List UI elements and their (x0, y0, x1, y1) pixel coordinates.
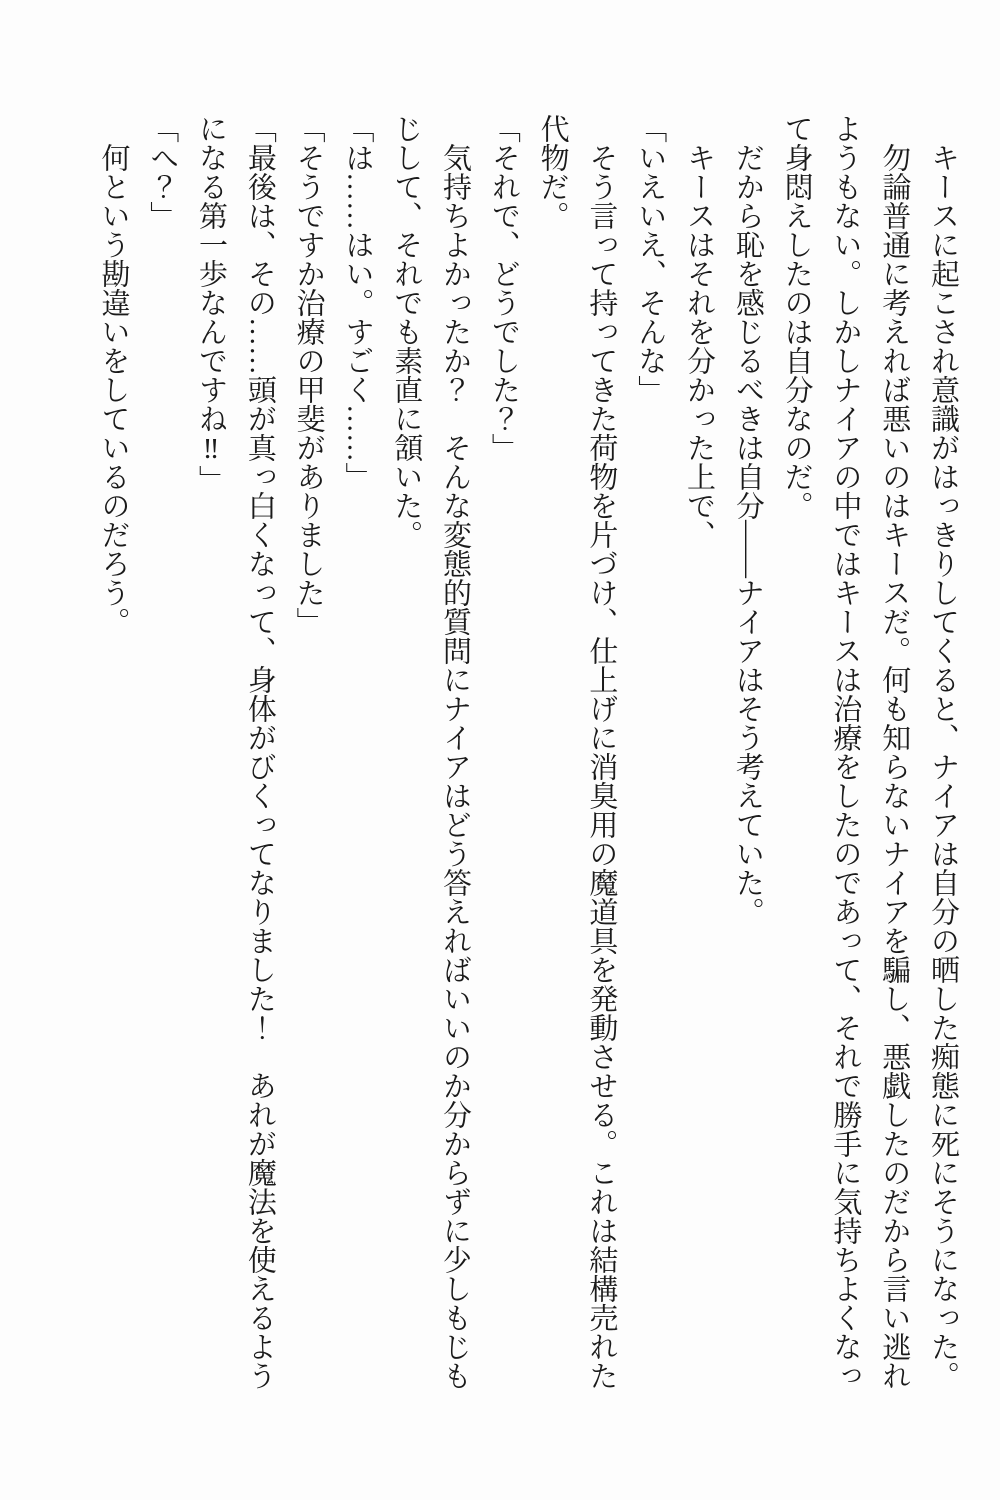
narration-paragraph-3: だから恥を感じるべきは自分――ナイアはそう考えていた。 (731, 114, 764, 926)
dialogue-line-2: 「それで、どうでした？」 (487, 114, 520, 462)
narration-paragraph-6: 気持ちよかったか？ そんな変態的質問にナイアはどう答えればいいのか分からずに少しもじもじして、それでも素直に頷いた。 (390, 114, 472, 1390)
narration-paragraph-1: キースに起こされ意識がはっきりしてくると、ナイアは自分の晒した痴態に死にそうになった。 (927, 114, 959, 1390)
narration-paragraph-7: 何という勘違いをしているのだろう。 (97, 114, 130, 636)
vertical-text-block (89, 114, 967, 1390)
dialogue-line-4: 「そうですか治療の甲斐がありました」 (292, 114, 325, 636)
dialogue-line-1: 「いえいえ、そんな」 (634, 114, 667, 404)
narration-paragraph-4: キースはそれを分かった上で、 (683, 114, 716, 549)
dialogue-line-5: 「最後は、その……頭が真っ白くなって、身体がびくってなりました！ あれが魔法を使えるようになる第一歩なんですね‼」 (195, 114, 276, 1390)
dialogue-line-3: 「は……はい。すごく……」 (341, 114, 374, 491)
narration-paragraph-5: そう言って持ってきた荷物を片づけ、仕上げに消臭用の魔道具を発動させる。これは結構売れた代物だ。 (536, 114, 618, 1390)
dialogue-line-6: 「へ？」 (146, 114, 179, 230)
narration-paragraph-2: 勿論普通に考えれば悪いのはキースだ。何も知らないナイアを騙し、悪戯したのだから言い逃れようもない。しかしナイアの中ではキースは治療をしたのであって、それで勝手に気持ちよくなって身悶えしたのは自分なのだ。 (780, 114, 911, 1390)
